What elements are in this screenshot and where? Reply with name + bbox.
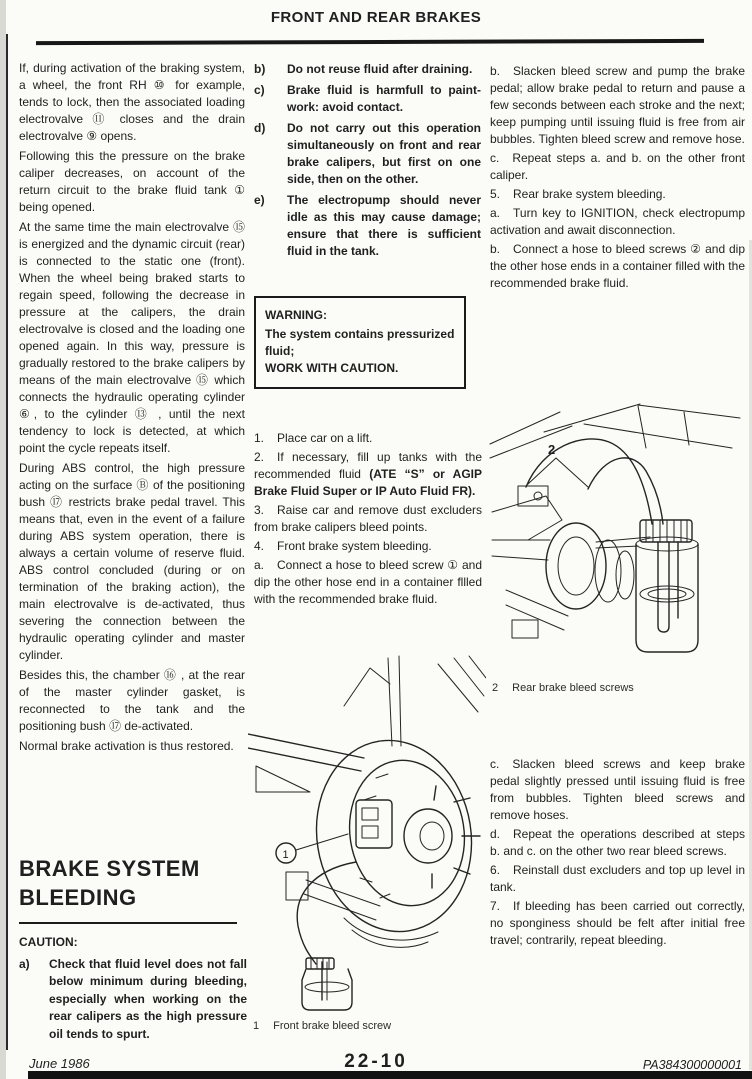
figure2-caption xyxy=(492,682,634,694)
step-text: Repeat the operations described at steps b. and c. on the other two rear bleed screws. xyxy=(490,827,745,858)
item-marker: d) xyxy=(254,121,266,135)
step-item xyxy=(254,502,482,536)
front-brake-figure xyxy=(248,650,486,1016)
figure1-label: 1 xyxy=(282,849,289,861)
footer-doc-code: PA384300000001 xyxy=(642,1058,742,1072)
step-text: Slacken bleed screw and pump the brake pedal; allow brake pedal to return and pause a few seconds between each stroke and the next; keep pumping until issuing fluid is free from air bubbles. Tighten bleed screw and remove hose. xyxy=(490,64,745,146)
footer-page-number: 22-10 xyxy=(344,1051,408,1072)
step-item xyxy=(490,756,745,824)
right-steps-top xyxy=(490,63,745,294)
step-text: Connect a hose to bleed screws ② and dip the other hose ends in a container filled with the recommended brake fluid. xyxy=(490,242,745,290)
item-text: Do not reuse fluid after draining. xyxy=(287,62,473,76)
note-item xyxy=(254,192,481,260)
step-text: Front brake system bleeding. xyxy=(277,539,432,553)
rear-brake-figure xyxy=(488,390,746,666)
step-text: Connect a hose to bleed screw ① and dip the other hose end in a container fllled with the recommended brake fluid. xyxy=(254,558,482,606)
step-item xyxy=(254,449,482,500)
warning-line: WORK WITH CAUTION. xyxy=(265,361,399,375)
figure2-label: 2 xyxy=(548,442,556,457)
step-text: Slacken bleed screws and keep brake pedal slightly pressed until issuing fluid is free from bubbles. Tighten bleed screws and remove hoses. xyxy=(490,757,745,822)
step-item xyxy=(490,241,745,292)
step-marker: 6. xyxy=(490,863,501,877)
step-marker: c. xyxy=(490,757,500,771)
warning-line: The system contains pressurized fluid; xyxy=(265,327,455,358)
step-text: Raise car and remove dust excluders from brake calipers bleed points. xyxy=(254,503,482,534)
figure1-caption xyxy=(253,1020,391,1032)
front-brake-illustration xyxy=(248,650,486,1016)
figure1-caption-number: 1 xyxy=(253,1020,260,1032)
paragraph: During ABS control, the high pressure acting on the surface Ⓑ of the positioning bush ⑰ restricts brake pedal travel. This means that, even in the event of a failure during ABS system operation, there is always a certain volume of reserve fluid. ABS control concluded (during or on termination of the braking action), the main electrovalve is de-activated, thus severing the connection between the hydraulic operating cylinder and master cylinder. xyxy=(19,461,245,662)
step-text: Rear brake system bleeding. xyxy=(513,187,666,201)
note-item xyxy=(254,82,481,116)
step-marker: a. xyxy=(254,558,265,572)
figure1-caption-text: Front brake bleed screw xyxy=(273,1020,392,1032)
rear-brake-illustration xyxy=(488,390,746,666)
figure2-caption-number: 2 xyxy=(492,682,499,694)
figure2-caption-text: Rear brake bleed screws xyxy=(512,682,634,694)
step-text: If bleeding has been carried out correctly, no sponginess should be felt after initial free travel; contrarily, repeat bleeding. xyxy=(490,899,745,947)
item-marker: a) xyxy=(19,956,30,971)
item-marker: b) xyxy=(254,62,266,76)
step-text: Repeat steps a. and b. on the other front caliper. xyxy=(490,151,745,182)
item-marker: c) xyxy=(254,83,265,97)
item-text: Do not carry out this operation simultaneously on front and rear brake calipers, but first on one side, then on the other. xyxy=(287,121,481,186)
step-text: Turn key to IGNITION, check electropump activation and await disconnection. xyxy=(490,206,745,237)
step-text: If necessary, fill up tanks with the recommended fluid xyxy=(254,450,482,481)
step-marker: a. xyxy=(490,206,501,220)
step-text: Reinstall dust excluders and top up level in tank. xyxy=(490,863,745,894)
item-marker: e) xyxy=(254,193,265,207)
step-item xyxy=(254,430,482,447)
step-item xyxy=(254,538,482,555)
warning-box xyxy=(254,296,466,389)
step-text-bold: (ATE “S” or AGIP Brake Fluid Super or IP Auto Fluid FR). xyxy=(254,467,482,498)
step-marker: b. xyxy=(490,64,501,78)
caution-item xyxy=(19,956,247,1044)
left-column xyxy=(19,60,245,758)
step-item xyxy=(490,205,745,239)
step-item xyxy=(490,898,745,949)
step-marker: b. xyxy=(490,242,501,256)
footer-date: June 1986 xyxy=(29,1056,90,1071)
step-item xyxy=(490,186,745,203)
header-rule xyxy=(36,39,704,45)
section-rule xyxy=(19,922,237,924)
item-text: Check that fluid level does not fall below minimum during bleeding, especially when working on the rear calipers as the high pressure oil tends to spurt. xyxy=(49,956,247,1041)
step-marker: d. xyxy=(490,827,501,841)
warning-title: WARNING: xyxy=(265,308,327,322)
step-text: Place car on a lift. xyxy=(277,431,373,445)
scan-edge-line xyxy=(6,34,8,1050)
step-item xyxy=(490,63,745,148)
paragraph: If, during activation of the braking system, a wheel, the front RH ⑩ for example, tends to lock, then the associated loading electrovalve ⑪ closes and the drain electrovalve ⑨ opens. xyxy=(19,61,245,143)
step-item xyxy=(490,862,745,896)
step-marker: 1. xyxy=(254,431,265,445)
note-item xyxy=(254,61,481,78)
step-item xyxy=(490,150,745,184)
page-title: FRONT AND REAR BRAKES xyxy=(270,9,482,26)
paragraph: Normal brake activation is thus restored. xyxy=(19,739,234,753)
note-item xyxy=(254,120,481,188)
middle-steps xyxy=(254,430,482,610)
step-marker: 7. xyxy=(490,899,501,913)
item-text: Brake fluid is harmfull to paintwork: avoid contact. xyxy=(287,83,481,114)
step-marker: c. xyxy=(490,151,500,165)
middle-notes xyxy=(254,61,481,264)
step-item xyxy=(490,826,745,860)
step-marker: 3. xyxy=(254,503,265,517)
step-marker: 4. xyxy=(254,539,265,553)
section-heading: BRAKE SYSTEM BLEEDING xyxy=(19,856,200,910)
paragraph: Besides this, the chamber ⑯ , at the rear of the master cylinder gasket, is reconnected to the tank and the positioning bush ⑰ de-activated. xyxy=(19,668,245,733)
caution-block xyxy=(19,934,247,1043)
paragraph: At the same time the main electrovalve ⑮ is energized and the dynamic circuit (rear) is connected to the static one (front). When the wheel being braked starts to regain speed, following the decrease in pressure at the calipers, the drain electrovalve is closed and the loading one opened again. In this way, pressure is gradually restored to the brake calipers by means of the main electrovalve ⑮ which connects the hydraulic operating cylinder ⑥, to the cylinder ⑬ , until the next tendency to lock is detected, at which point the cycle repeats itself. xyxy=(19,220,245,455)
step-item xyxy=(254,557,482,608)
paragraph: Following this the pressure on the brake caliper decreases, on account of the return circuit to the brake fluid tank ① being opened. xyxy=(19,149,245,214)
right-steps-bottom xyxy=(490,756,745,951)
step-marker: 2. xyxy=(254,450,265,464)
step-marker: 5. xyxy=(490,187,501,201)
caution-label: CAUTION: xyxy=(19,935,78,949)
item-text: The electropump should never idle as this may cause damage; ensure that there is sufficient fluid in the tank. xyxy=(287,193,481,258)
